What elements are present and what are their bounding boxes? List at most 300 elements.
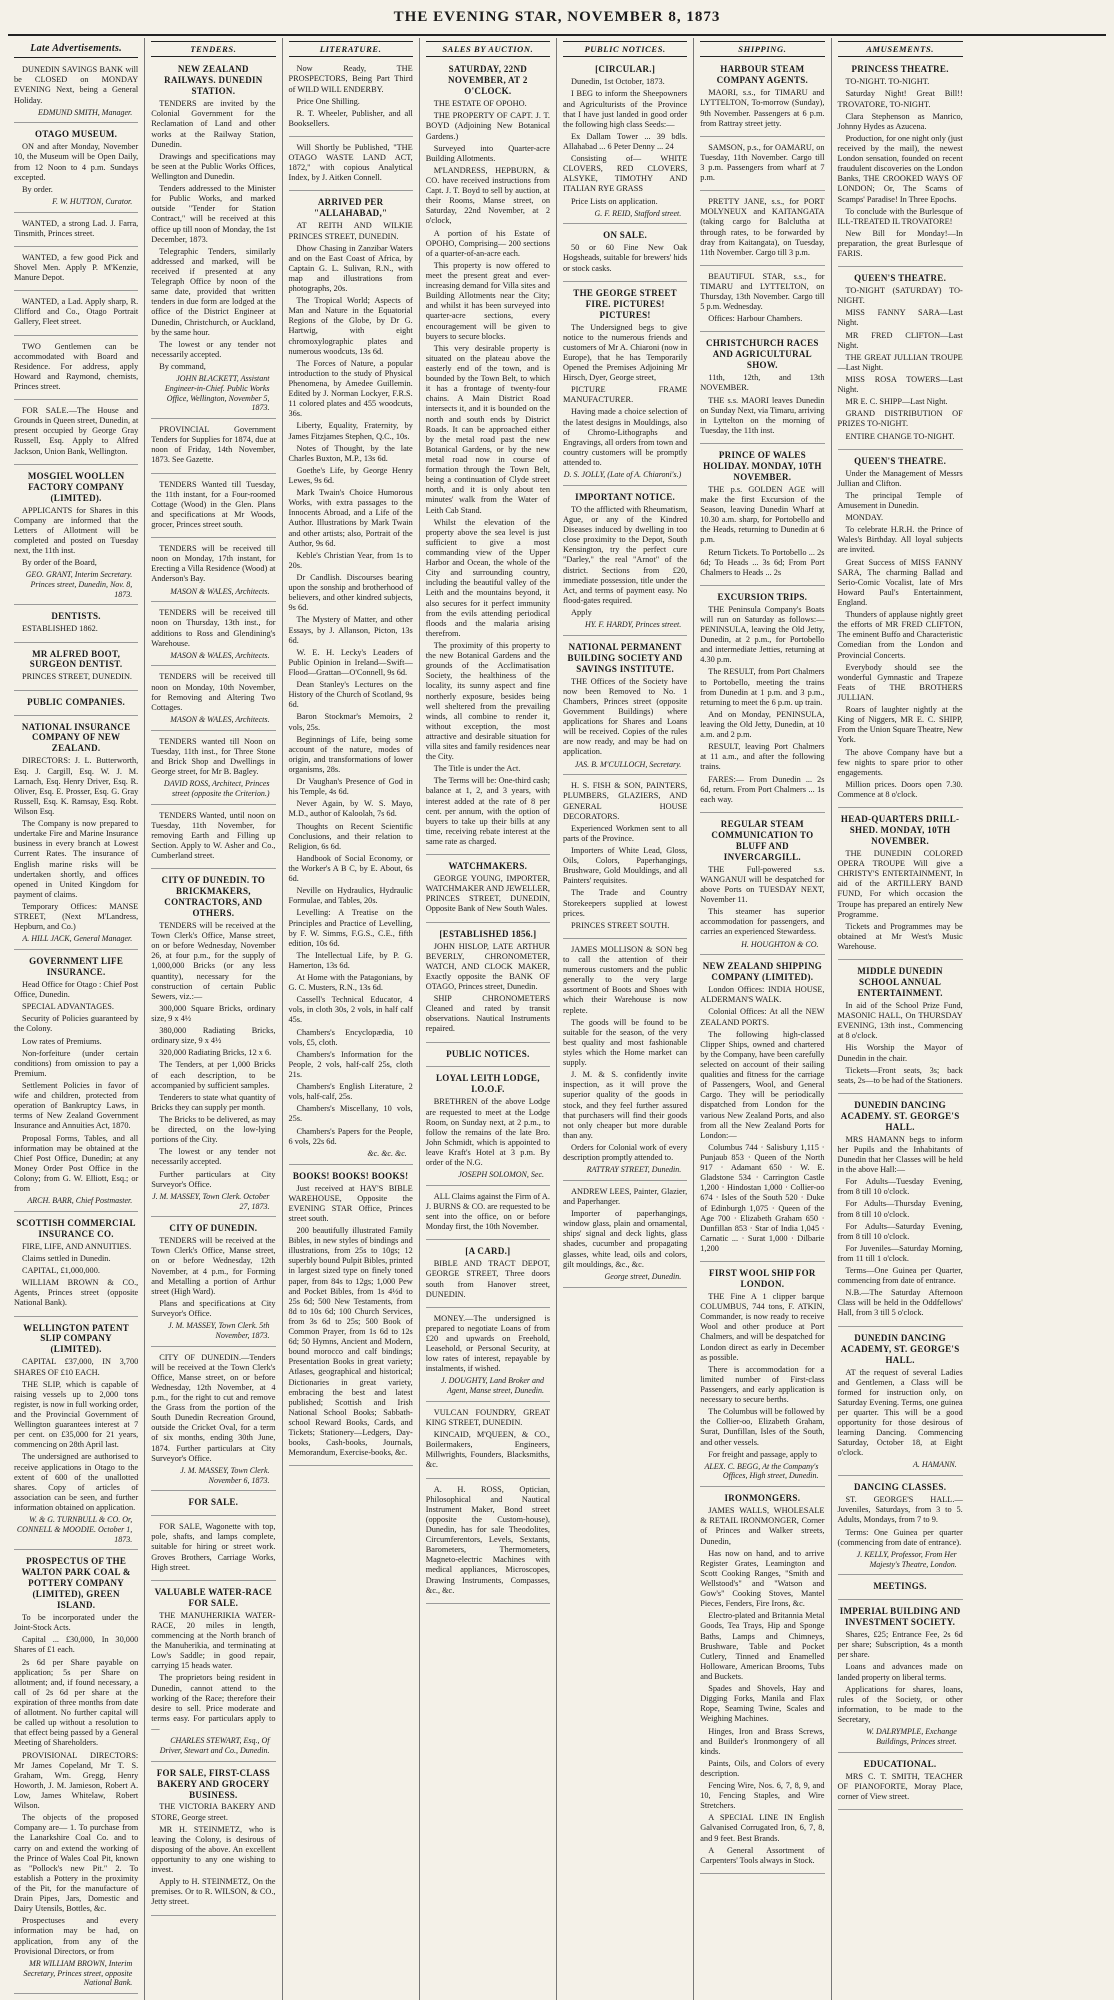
ad-paragraph: MR E. C. SHIPP—Last Night. — [845, 397, 948, 407]
advertisement — [14, 694, 138, 716]
ad-paragraph: DUNEDIN SAVINGS BANK will be CLOSED on MONDAY EVENING Next, being a General Holiday. — [14, 65, 139, 105]
advertisement — [14, 1215, 138, 1317]
advertisement — [151, 734, 275, 805]
ad-paragraph: A SPECIAL LINE IN English Galvanised Corrugated Iron, 6, 7, 8, and 9 feet. Best Brands. — [700, 1813, 825, 1843]
ad-body — [151, 672, 275, 712]
ad-paragraph: W. E. H. Lecky's Leaders of Public Opinion in Ireland—Swift—Flood—Grattan—O'Connell, 9s 6d. — [288, 647, 413, 677]
ad-body — [838, 469, 963, 800]
ad-paragraph: Under the Management of Messrs Jullian and Clifton. — [837, 468, 963, 488]
ad-signature: GEO. GRANT, Interim Secretary. Princes street, Dunedin, Nov. 8, 1873. — [25, 570, 133, 599]
advertisement — [563, 778, 687, 939]
ad-body — [838, 286, 963, 442]
ad-paragraph: Liberty, Equality, Fraternity, by James Fitzjames Stephen, Q.C., 10s. — [288, 421, 413, 441]
advertisement — [426, 1405, 550, 1479]
ad-paragraph: THE SLIP, which is capable of raising vessels up to 2,000 tons register, is now in full working order, and the Provincial Government of Wellington guarantees interest at 7 per cent. on £35,000 for 21 years, commencing on 28th April last. — [14, 1379, 139, 1450]
advertisement — [151, 477, 275, 539]
ad-paragraph: Proposal Forms, Tables, and all information may be obtained at the Chief Post Office, Dunedin; at any Money Order Post Office in the Colony; from G. W. Elliott, Esq.; or from — [14, 1133, 139, 1194]
ad-paragraph: FARES:— From Dunedin ... 2s 6d, return. From Port Chalmers ... 1s each way. — [700, 774, 825, 804]
ad-paragraph: Will Shortly be Published, "THE OTAGO WASTE LAND ACT, 1872," with copious Analytical Index, by J. Aitken Connell. — [288, 143, 413, 183]
advertisement — [151, 1765, 275, 1916]
ad-paragraph: GRAND DISTRIBUTION OF PRIZES TO-NIGHT. — [837, 409, 963, 429]
ad-paragraph: AT REITH AND WILKIE PRINCES STREET, DUNEDIN. — [288, 221, 413, 241]
ad-paragraph: TO-NIGHT. TO-NIGHT. — [845, 77, 930, 87]
ad-paragraph: ON and after Monday, November 10, the Museum will be Open Daily, from 12 Noon to 4 p.m. Sundays excepted. — [14, 142, 139, 182]
ad-body — [838, 1495, 963, 1548]
ad-paragraph: Now Ready, THE PROSPECTORS, Being Part Third of WILD WILL ENDERBY. — [288, 64, 413, 94]
advertisement — [426, 1311, 550, 1402]
ad-title: PRINCE OF WALES HOLIDAY. MONDAY, 10TH NOVEMBER. — [703, 449, 822, 482]
advertisement — [151, 669, 275, 730]
ad-paragraph: The Intellectual Life, by P. G. Hamerton, 13s 6d. — [288, 950, 413, 970]
ad-paragraph: Electro-plated and Britannia Metal Goods, Tea Trays, Hip and Sponge Baths, Lamps and Chimneys, Brushware, Table and Pocket Cutlery, Tinned and Enamelled Holloware, American Brooms, Tubs and Buckets. — [700, 1611, 825, 1681]
ad-title: ARRIVED PER "ALLAHABAD," — [313, 197, 388, 219]
ad-title: MEETINGS. — [873, 1581, 927, 1592]
ad-body — [700, 88, 824, 128]
ad-paragraph: By order of the Board, — [22, 558, 97, 568]
ad-title: FIRST WOOL SHIP FOR LONDON. — [709, 1268, 816, 1290]
advertisement — [838, 453, 963, 808]
ad-paragraph: Dr Candlish. Discourses bearing upon the sonship and brotherhood of believers, and other kindred subjects, 9s 6d. — [288, 573, 413, 613]
ad-signature: J. DOUGHTY, Land Broker and Agent, Manse street, Dunedin. — [441, 1376, 544, 1396]
ad-title: DUNEDIN DANCING ACADEMY, ST. GEORGE'S HALL. — [840, 1332, 960, 1365]
ad-signature: ALEX. C. BEGG, At the Company's Offices, High street, Dunedin. — [704, 1461, 819, 1481]
ad-paragraph: Loans and advances made on landed property on liberal terms. — [837, 1662, 963, 1682]
ad-paragraph: Apply to H. STEINMETZ, On the premises. Or to R. WILSON, & CO., Jetty street. — [151, 1877, 276, 1907]
ad-paragraph: For freight and passage, apply to — [708, 1449, 818, 1459]
ad-paragraph: To be incorporated under the Joint-Stock Acts. — [14, 1613, 139, 1633]
ad-paragraph: Dean Stanley's Lectures on the History of the Church of Scotland, 9s 6d. — [288, 680, 413, 710]
ad-paragraph: The lowest or any tender not necessarily accepted. — [151, 339, 276, 359]
ad-paragraph: R. T. Wheeler, Publisher, and all Booksellers. — [288, 108, 413, 128]
ad-paragraph: THE s.s. MAORI leaves Dunedin on Sunday Next, via Timaru, arriving in Lyttelton on the morning of Tuesday, the 11th inst. — [700, 395, 825, 435]
ad-body — [838, 77, 963, 259]
ad-paragraph: Terms—One Guinea per Quarter, commencing from date of entrance. — [837, 1266, 963, 1286]
ad-paragraph: To celebrate H.R.H. the Prince of Wales's Birthday. All loyal subjects are invited. — [837, 525, 963, 555]
ad-title: DUNEDIN DANCING ACADEMY. ST. GEORGE'S HALL. — [840, 1099, 960, 1132]
ad-paragraph: The proximity of this property to the new Botanical Gardens and the grounds of the Acclimatisation Society, the healthiness of the locality, its sunny aspect and fine northerly exposure, besides being well sheltered from the prevailing winds, all combine to render it, without exception, the most attractive and desirable situation for villa sites and family residences near the City. — [425, 640, 550, 762]
advertisement — [426, 1046, 550, 1068]
advertisement — [14, 608, 138, 642]
ad-body — [14, 624, 138, 634]
ad-paragraph: A General Assortment of Carpenters' Tools always in Stock. — [700, 1845, 825, 1865]
ad-body — [700, 197, 824, 258]
advertisement — [151, 1350, 275, 1492]
ad-body — [700, 373, 824, 436]
ad-title: QUEEN'S THEATRE. — [854, 273, 947, 284]
ad-signature: George street, Dunedin. — [604, 1271, 682, 1281]
advertisement — [700, 194, 824, 266]
column-3 — [283, 38, 420, 2000]
ad-paragraph: The Company is now prepared to undertake Fire and Marine Insurance business in every branch at Lowest Current Rates. The insurance of English marine risks will be undertaken shortly, and offices opened in United Kingdom for payment of claims. — [14, 819, 139, 899]
ad-paragraph: Apply — [571, 607, 592, 617]
ad-paragraph: The Tropical World; Aspects of Man and Nature in the Equatorial Regions of the Globe, by Dr G. Hartwig, with eight chromoxylographic plates and numerous woodcuts, 13s 6d. — [288, 296, 413, 356]
ad-paragraph: TENDERS will be received at the Town Clerk's Office, Manse street, on or before Wednesday, November 26, at four p.m., for the supply of 1,000,000 Bricks (or any less quantity), necessary for the construction of certain Public Sewers, viz.:— — [151, 921, 276, 1001]
masthead: THE EVENING STAR, NOVEMBER 8, 1873 — [8, 0, 1106, 36]
ad-body — [14, 1613, 138, 1957]
ad-body — [838, 1001, 963, 1086]
advertisement — [151, 1584, 275, 1762]
advertisement — [563, 942, 687, 1181]
ad-paragraph: M'LANDRESS, HEPBURN, & CO. have received instructions from Capt. J. T. Boyd to sell by auction, at their Rooms, Manse street, on Saturday, 22nd November, at 2 o'clock, — [425, 165, 550, 226]
ad-body — [151, 425, 275, 465]
column-heading: LITERATURE. — [289, 41, 413, 57]
ad-paragraph: ENTIRE CHANGE TO-NIGHT. — [845, 431, 955, 441]
ad-paragraph: THE Offices of the Society have now been Removed to No. 1 Chambers, Princes street (opposite Government Buildings) where applications for Shares and Loans will be received. Copies of the rules are now ready, and may be had on application. — [563, 676, 688, 757]
ad-title: MOSGIEL WOOLLEN FACTORY COMPANY (LIMITED). — [27, 470, 125, 503]
ad-signature: MASON & WALES, Architects. — [170, 586, 270, 596]
ad-paragraph: Clara Stephenson as Manrico, Johnny Hydes as Azucena. — [837, 111, 963, 131]
ad-paragraph: WANTED, a Lad. Apply sharp, R. Clifford and Co., Otago Portrait Gallery, Fleet street. — [14, 297, 139, 327]
column-heading: TENDERS. — [151, 41, 275, 57]
ad-paragraph: Chambers's Encyclopædia, 10 vols, £5, cloth. — [288, 1027, 413, 1047]
ad-paragraph: The Trade and Country Storekeepers supplied at lowest prices. — [563, 888, 688, 918]
column-4 — [420, 38, 557, 2000]
ad-body — [151, 99, 275, 372]
ad-paragraph: The Undersigned begs to give notice to the numerous friends and customers of Mr A. Chiaroni (now in Europe), that he has Temporarily Opened the Premises Adjoining Mr Hirsch, Dyer, George street, — [563, 322, 688, 383]
advertisement — [14, 403, 138, 465]
ad-body — [700, 143, 824, 183]
ad-paragraph: ST. GEORGE'S HALL.—Juveniles, Saturdays, from 3 to 5. Adults, Mondays, from 7 to 9. — [837, 1495, 963, 1525]
ad-paragraph: Claims settled in Dunedin. — [22, 1253, 111, 1263]
ad-paragraph: VULCAN FOUNDRY, GREAT KING STREET, DUNEDIN. — [425, 1407, 550, 1428]
ad-paragraph: TENDERS will be received till noon on Thursday, 13th inst., for additions to Ross and Glendining's Warehouse. — [151, 608, 276, 648]
ad-paragraph: Hinges, Iron and Brass Screws, and Builder's Ironmongery of all kinds. — [700, 1726, 825, 1756]
ad-paragraph: MONEY.—The undersigned is prepared to negotiate Loans of from £20 and upwards on Freehold, Leasehold, or Personal Security, at low rates of interest, repayable by instalments, if wished. — [425, 1313, 550, 1374]
ad-title: SATURDAY, 22ND NOVEMBER, AT 2 O'CLOCK. — [448, 64, 528, 97]
advertisement — [151, 61, 275, 419]
newspaper-columns — [8, 38, 1106, 1988]
ad-paragraph: Chambers's English Literature, 2 vols, half-calf, 25s. — [288, 1082, 413, 1102]
ad-paragraph: Saturday Night! Great Bill!! TROVATORE, TO-NIGHT. — [837, 89, 963, 109]
ad-paragraph: Importer of paperhangings, window glass, plain and ornamental, ships' signal and deck lights, glass shades, cucumber and propagating glasses, white lead, oils and colors, gilt mouldings, &c., &c. — [563, 1209, 688, 1269]
ad-body — [151, 1236, 275, 1319]
ad-paragraph: MISS FANNY SARA—Last Night. — [837, 308, 963, 328]
ad-body — [426, 874, 550, 914]
ad-paragraph: The lowest or any tender not necessarily accepted. — [151, 1147, 276, 1167]
ad-title: [A CARD.] — [465, 1246, 511, 1257]
ad-body — [700, 272, 824, 325]
ad-paragraph: Tickets and Programmes may be obtained at Mr West's Music Warehouse. — [837, 921, 963, 951]
ad-paragraph: Low rates of Premiums. — [22, 1036, 102, 1046]
ad-paragraph: Having made a choice selection of the latest designs in Mouldings, also of Chromo-Lithographs and Engravings, all orders from town and country customers will be promptly attended to. — [563, 407, 688, 468]
ad-paragraph: GEORGE YOUNG, IMPORTER, WATCHMAKER AND JEWELLER, PRINCES STREET, DUNEDIN, Opposite Bank of New South Wales. — [425, 874, 550, 914]
ad-paragraph: Experienced Workmen sent to all parts of the Province. — [563, 823, 688, 843]
ad-paragraph: ALL Claims against the Firm of A. J. BURNS & CO. are requested to be sent into the office, on or before Monday first, the 10th November. — [425, 1191, 550, 1232]
ad-body — [700, 485, 824, 578]
ad-title: OTAGO MUSEUM. — [35, 129, 118, 140]
ad-title: GOVERNMENT LIFE INSURANCE. — [29, 956, 124, 977]
ad-paragraph: THE Full-powered s.s. WANGANUI will be despatched for above Ports on TUESDAY NEXT, November 11. — [700, 864, 825, 905]
ad-paragraph: New Bill for Monday!—In preparation, the great Burlesque of FARIS. — [837, 228, 963, 259]
ad-paragraph: PRINCES STREET SOUTH. — [571, 920, 670, 930]
ad-paragraph: KINCAID, M'QUEEN, & CO., Boilermakers, Engineers, Millwrights, Founders, Blacksmiths, &c. — [425, 1430, 550, 1470]
ad-paragraph: His Worship the Mayor of Dunedin in the chair. — [837, 1043, 963, 1063]
ad-paragraph: BRETHREN of the above Lodge are requested to meet at the Lodge Room, on Sunday next, at 2 p.m., to follow the remains of the late Bro. John Schmidt, which is appointed to leave Kraft's Hotel at 3 p.m. By order of the N.G. — [425, 1097, 550, 1168]
ad-body — [426, 99, 550, 847]
ad-signature: G. F. REID, Stafford street. — [594, 208, 682, 218]
advertisement — [14, 953, 138, 1212]
ad-title: THE GEORGE STREET FIRE. PICTURES! PICTURES! — [573, 287, 677, 320]
ad-body — [14, 65, 138, 105]
ad-paragraph: Chambers's Miscellany, 10 vols, 25s. — [288, 1104, 413, 1124]
advertisement — [426, 1189, 550, 1240]
ad-title: NEW ZEALAND SHIPPING COMPANY (LIMITED). — [702, 961, 823, 983]
ad-paragraph: Applications for shares, loans, rules of the Society, or other information, to be made to the Secretary, — [837, 1684, 963, 1725]
advertisement — [426, 1243, 550, 1307]
ad-title: PROSPECTUS OF THE WALTON PARK COAL & POTTERY COMPANY (LIMITED), GREEN ISLAND. — [21, 1556, 131, 1611]
ad-paragraph: Temporary Offices: MANSE STREET, (Next M'Landress, Hepburn, and Co.) — [14, 901, 139, 932]
ad-title: IMPERIAL BUILDING AND INVESTMENT SOCIETY. — [839, 1606, 961, 1628]
ad-body — [289, 64, 413, 129]
advertisement — [838, 270, 963, 450]
ad-paragraph: Never Again, by W. S. Mayo, M.D., author of Kaloolah, 7s 6d. — [288, 799, 413, 819]
advertisement — [838, 1578, 963, 1600]
ad-paragraph: RESULT, leaving Port Chalmers at 11 a.m., and after the following trains. — [700, 742, 825, 772]
ad-title: SCOTTISH COMMERCIAL INSURANCE CO. — [16, 1217, 136, 1239]
ad-paragraph: Neville on Hydraulics, Hydraulic Formulae, and Tables, 20s. — [288, 886, 413, 906]
advertisement — [151, 1494, 275, 1516]
ad-paragraph: Settlement Policies in favor of wife and children, protected from operation of Bankruptcy Laws, in terms of New Zealand Government Insurance and Annuities Act, 1870. — [14, 1080, 139, 1131]
ad-paragraph: Offices: Harbour Chambers. — [708, 314, 803, 324]
ad-body — [426, 1097, 550, 1168]
ad-body — [151, 1522, 275, 1573]
ad-paragraph: Terms: One Guinea per quarter (commencing from date of entrance). — [837, 1527, 963, 1547]
ad-paragraph: Consisting of— WHITE CLOVERS, RED CLOVERS, ALSYKE, TIMOTHY AND ITALIAN RYE GRASS — [563, 154, 688, 194]
ad-paragraph: At Home with the Patagonians, by G. C. Musters, R.N., 13s 6d. — [288, 973, 413, 993]
ad-paragraph: 2s 6d per Share payable on application; 5s per Share on allotment; and, if found necessary, a call of 2s 6d per share at the expiration of three months from date of allotment. No further capital will be called up without a resolution to that effect being passed by a General Meeting of Shareholders. — [14, 1657, 139, 1748]
advertisement — [14, 216, 138, 247]
ad-paragraph: Plans and specifications at City Surveyor's Office. — [151, 1298, 276, 1318]
advertisement — [838, 1479, 963, 1575]
ad-paragraph: Price Lists on application. — [571, 196, 658, 206]
advertisement — [838, 1756, 963, 1810]
ad-body — [151, 737, 275, 777]
ad-paragraph: ANDREW LEES, Painter, Glazier, and Paperhanger. — [563, 1186, 688, 1207]
ad-paragraph: Surveyed into Quarter-acre Building Allotments. — [425, 143, 550, 163]
ad-signature: J. M. MASSEY, Town Clerk. 5th November, 1873. — [168, 1321, 270, 1340]
ad-paragraph: TENDERS Wanted, until noon on Tuesday, 11th November, for removing Earth and Filling up Section. Apply to W. Asher and Co., Cumberland street. — [151, 810, 276, 861]
advertisement — [426, 1070, 550, 1185]
ad-paragraph: JAMES MOLLISON & SON beg to call the attention of their numerous customers and the public generally to the very large assortment of Boots and Shoes with which their Warehouse is now replete. — [563, 944, 688, 1015]
advertisement — [700, 816, 824, 955]
advertisement — [700, 61, 824, 136]
ad-body — [14, 756, 138, 932]
ad-body — [289, 221, 413, 1146]
ad-body — [14, 980, 138, 1194]
advertisement — [14, 62, 138, 123]
ad-signature: H. HOUGHTON & CO. — [741, 939, 819, 949]
ad-title: NEW ZEALAND RAILWAYS. DUNEDIN STATION. — [164, 64, 263, 97]
ad-body — [700, 985, 824, 1254]
advertisement — [289, 1168, 413, 1467]
ad-paragraph: Whilst the elevation of the property above the sea level is just sufficient to give a most commanding view of the Upper Harbor and Ocean, the whole of the City and surrounding country, including the beautiful valley of the Leith and the mountains beyond, it also secures for it perfect immunity from the evils attending periodical floods and the malaria arising therefrom. — [425, 517, 550, 638]
ad-paragraph: Beginnings of Life, being some account of the nature, modes of origin, and transformations of lower organisms, 28s. — [288, 734, 413, 774]
advertisement — [14, 126, 138, 212]
ad-signature: F. W. HUTTON, Curator. — [52, 196, 133, 206]
ad-paragraph: Thunders of applause nightly greet the efforts of MR FRED CLIFTON, The eminent Buffo and Characteristic Comedian from the London and Provincial Concerts. — [837, 610, 963, 660]
ad-paragraph: TENDERS will be received till noon on Monday, 10th November, for Removing and Altering Two Cottages. — [151, 672, 276, 712]
ad-paragraph: For Adults—Thursday Evening, from 8 till 10 o'clock. — [837, 1199, 963, 1219]
ad-paragraph: TO-NIGHT (SATURDAY) TO-NIGHT. — [837, 286, 963, 306]
ad-paragraph: MRS HAMANN begs to inform her Pupils and the Inhabitants of Dunedin that her Classes will be held in the above Hall:— — [837, 1134, 963, 1175]
ad-title: HARBOUR STEAM COMPANY AGENTS. — [716, 64, 809, 86]
ad-paragraph: Price One Shilling. — [296, 96, 360, 106]
ad-body — [14, 1242, 138, 1309]
ad-body — [838, 1772, 963, 1802]
ad-title: MIDDLE DUNEDIN SCHOOL ANNUAL ENTERTAINMENT. — [857, 966, 943, 998]
ad-body — [151, 544, 275, 584]
ad-body — [14, 297, 138, 327]
ad-title: IRONMONGERS. — [724, 1493, 801, 1504]
advertisement — [838, 1330, 963, 1477]
ad-title: PUBLIC NOTICES. — [446, 1048, 530, 1059]
column-heading: SHIPPING. — [700, 41, 824, 57]
ad-body — [838, 1368, 963, 1459]
ad-body — [151, 811, 275, 862]
advertisement — [289, 61, 413, 137]
ad-body — [151, 480, 275, 531]
ad-paragraph: TENDERS Wanted till Tuesday, the 11th instant, for a Four-roomed Cottage (Wood) in the Glen. Plans and specifications at Mr Woods, grocer, Princes street south. — [151, 479, 276, 529]
ad-body — [14, 219, 138, 239]
ad-signature: W. & G. TURNBULL & CO. Or, CONNELL & MOODIE. October 1, 1873. — [16, 1515, 133, 1544]
ad-paragraph: BIBLE AND TRACT DEPOT, GEORGE STREET, Three doors south from Hanover street, DUNEDIN. — [425, 1259, 550, 1299]
ad-paragraph: MAORI, s.s., for TIMARU and LYTTELTON, To-morrow (Sunday), 9th November. Passengers at 6 p.m. from Rattray street jetty. — [700, 88, 825, 128]
ad-body — [563, 243, 687, 273]
ad-paragraph: For Adults—Saturday Evening, from 8 till 10 o'clock. — [837, 1221, 963, 1241]
advertisement — [838, 1603, 963, 1752]
column-5 — [557, 38, 694, 2000]
ad-body — [151, 921, 275, 1190]
ad-paragraph: THE p.s. GOLDEN AGE will make the first Excursion of the Season, leaving Dunedin Wharf at 10.30 a.m. sharp, for Portobello and the Heads, returning to Dunedin at 6 p.m. — [700, 484, 825, 545]
ad-title: CITY OF DUNEDIN. — [169, 1223, 258, 1234]
ad-signature: W. DALRYMPLE, Exchange Buildings, Princes street. — [866, 1727, 957, 1746]
ad-body — [563, 323, 687, 469]
advertisement — [563, 1184, 687, 1288]
ad-body — [14, 142, 138, 195]
ad-paragraph: This very desirable property is situated on the plateau above the easterly end of the town, and is bounded by the Town Belt, to which it has a frontage of twenty-four chains. A Main District Road intersects it, and it is bounded on the north and south ends by District Roads. It can be approached either by the metal road past the new Botanical Gardens, or by the new metal road now in course of formation through the Town Belt, being a continuation of Clyde street north, and it is only about ten minutes' walk from the Water of Leith Cab Stand. — [425, 343, 550, 515]
advertisement — [838, 963, 963, 1094]
advertisement — [151, 541, 275, 602]
ad-paragraph: Columbus 744 · Salisbury 1,115 · Punjaub 853 · Queen of the North 917 · Adamant 650 · W. E. Gladstone 534 · Carrington Castle 1,200 · Hindostan 1,000 · Collier-oo 674 · Isles of the South 520 · Duke of Edinburgh 1,075 · Queen of the Age 700 · Elizabeth Graham 650 · Dunfillan 853 · Star of India 1,045 · Carnatic ... · Surat 1,000 · Dilbarie 1,200 — [700, 1142, 825, 1253]
ad-title: WELLINGTON PATENT SLIP COMPANY (LIMITED). — [23, 1322, 130, 1355]
ad-paragraph: Prospectuses and every information may be had, on application, from any of the Provisional Directors, or from — [14, 1916, 139, 1956]
ad-paragraph: THE ESTATE OF OPOHO. — [433, 99, 527, 109]
ad-title: ON SALE. — [603, 230, 648, 241]
ad-paragraph: PROVINCIAL Government Tenders for Supplies for 1874, due at noon of Friday, 14th November, 1873. See Gazette. — [151, 425, 276, 465]
advertisement — [700, 958, 824, 1262]
advertisement — [563, 489, 687, 636]
ad-signature: A. HILL JACK, General Manager. — [22, 934, 133, 944]
advertisement — [838, 1097, 963, 1327]
ad-title: REGULAR STEAM COMMUNICATION TO BLUFF AND INVERCARGILL. — [711, 818, 814, 862]
ad-paragraph: WANTED, a strong Lad. J. Farra, Tinsmith, Princes street. — [14, 218, 139, 238]
ad-body — [151, 1802, 275, 1907]
ad-title: [CIRCULAR.] — [595, 64, 656, 75]
ad-body — [289, 1184, 413, 1459]
ad-title: MR ALFRED BOOT, SURGEON DENTIST. — [29, 648, 123, 670]
ad-paragraph: London Offices: INDIA HOUSE, ALDERMAN'S WALK. — [700, 985, 825, 1005]
advertisement — [14, 719, 138, 951]
ad-paragraph: PRETTY JANE, s.s., for PORT MOLYNEUX and KAITANGATA (taking cargo for Balclutha at through rates, to be forwarded by dray from Kaitangata), on Tuesday, 11th November. Cargo till 3 p.m. — [700, 197, 825, 257]
ad-paragraph: Dr Vaughan's Presence of God in his Temple, 4s 6d. — [288, 777, 413, 797]
ad-body — [14, 506, 138, 569]
ad-body — [426, 942, 550, 1035]
ad-signature: MASON & WALES, Architects. — [170, 650, 270, 660]
ad-paragraph: Thoughts on Recent Scientific Conclusions, and their relation to Religion, 6s 6d. — [288, 821, 413, 851]
ad-paragraph: AT the request of several Ladies and Gentlemen, a Class will be formed for instruction only, on Saturday Evening. Terms, one guinea per quarter. This will be a good opportunity for those desirous of learning Dancing. Commencing Saturday, October 18, at Eight o'clock. — [837, 1367, 963, 1458]
ad-paragraph: The Mystery of Matter, and other Essays, by J. Allanson, Picton, 13s 6d. — [288, 615, 413, 645]
ad-paragraph: Dunedin, 1st October, 1873. — [571, 77, 665, 87]
advertisement — [700, 1490, 824, 1874]
ad-paragraph: Tickets—Front seats, 3s; back seats, 2s—to be had of the Stationers. — [837, 1065, 963, 1085]
ad-signature: &c. &c. &c. — [367, 1148, 407, 1158]
ad-paragraph: Cassell's Technical Educator, 4 vols, in cloth 30s, 2 vols, in half calf 45s. — [288, 995, 413, 1025]
ad-body — [563, 77, 687, 206]
ad-paragraph: Chambers's Information for the People, 2 vols, half-calf 25s, cloth 21s. — [288, 1049, 413, 1080]
advertisement — [838, 61, 963, 267]
ad-paragraph: Notes of Thought, by the late Charles Buxton, M.P., 13s 6d. — [288, 443, 413, 463]
ad-paragraph: DIRECTORS: J. L. Butterworth, Esq. J. Cargill, Esq. W. J. M. Larnach, Esq. Henry Driver, Esq. R. Oliver, Esq. E. Prosser, Esq. G. Gray Russell, Esq. K. Ramsay, Esq. Robt. Wilson Esq. — [14, 756, 139, 816]
ad-paragraph: 11th, 12th, and 13th NOVEMBER. — [700, 373, 825, 393]
column-2 — [145, 38, 282, 2000]
ad-paragraph: WANTED, a few good Pick and Shovel Men. Apply P. M'Kenzie, Manure Depot. — [14, 252, 139, 283]
ad-paragraph: PROVISIONAL DIRECTORS: Mr James Copeland, Mr T. S. Graham, Wm. Gregg, Henry Howorth, J. M. Jamieson, Robert A. Low, James Whitelaw, Robert Wilson. — [14, 1750, 139, 1811]
ad-signature: J. KELLY, Professor, From Her Majesty's Theatre, London. — [856, 1549, 957, 1569]
ad-paragraph: Keble's Christian Year, from 1s to 20s. — [288, 550, 413, 570]
ad-body — [151, 1611, 275, 1734]
ad-paragraph: JAMES WALLS, WHOLESALE & RETAIL IRONMONGER, Corner of Princes and Walker streets, Dunedin, — [700, 1506, 825, 1546]
ad-paragraph: Head Office for Otago : Chief Post Office, Dunedin. — [14, 979, 139, 1000]
ad-paragraph: There is accommodation for a limited number of First-class Passengers, and early application is necessary to secure berths. — [700, 1364, 825, 1405]
ad-paragraph: 320,000 Radiating Bricks, 12 x 6. — [159, 1048, 272, 1058]
ad-title: EXCURSION TRIPS. — [717, 591, 808, 602]
ad-title: EDUCATIONAL. — [863, 1758, 937, 1769]
ad-paragraph: Return Tickets. To Portobello ... 2s 6d; To Heads ... 3s 6d; From Port Chalmers to Heads ... 2s — [700, 547, 825, 577]
ad-body — [838, 1630, 963, 1725]
ad-paragraph: The Title is under the Act. — [433, 764, 521, 774]
ad-paragraph: Has now on hand, and to arrive Register Grates, Leamington and Scott Cooking Ranges, "Smith and Wellstood's" and "Watson and Gow's" Cooking Stoves, Mantel Pieces, Fenders, Fire Irons, &c. — [700, 1548, 825, 1609]
ad-paragraph: BEAUTIFUL STAR, s.s., for TIMARU and LYTTELTON, on Thursday, 13th November. Cargo till 5 p.m. Wednesday. — [700, 271, 825, 312]
column-heading: PUBLIC NOTICES. — [563, 41, 687, 57]
ad-paragraph: Shares, £25; Entrance Fee, 2s 6d per share; Subscription, 4s a month per share. — [837, 1630, 963, 1660]
ad-body — [14, 406, 138, 457]
ad-paragraph: Fencing Wire, Nos. 6, 7, 8, 9, and 10, Fencing Staples, and Wire Stretchers. — [700, 1781, 825, 1811]
ad-title: NATIONAL PERMANENT BUILDING SOCIETY AND SAVINGS INSTITUTE. — [567, 641, 683, 674]
ad-paragraph: This property is now offered to meet the present great and ever-increasing demand for Villa sites and Building Allotments near the City; and whilst it has been surveyed into quarter-acre sections, every encouragement will be given to buyers to secure blocks. — [425, 260, 550, 341]
ad-signature: JOHN BLACKETT, Assistant Engineer-in-Chief. Public Works Office, Wellington, November 5, 1873. — [164, 374, 270, 413]
ad-paragraph: Production, for one night only (just received by the mail), the newest London sensation, founded on recent fraudulent discoveries on the London Banks, THE CROOKED WAYS OF LONDON; Or, The Scams of Scamps' Paradise! In Three Epochs. — [837, 133, 963, 204]
ad-paragraph: I BEG to inform the Sheepowners and Agriculturists of the Province that I have just landed in good order the following high class Seeds:— — [563, 89, 688, 129]
advertisement — [700, 589, 824, 813]
ad-paragraph: Goethe's Life, by George Henry Lewes, 9s 6d. — [288, 465, 413, 486]
ad-paragraph: A portion of his Estate of OPOHO, Comprising— 200 sections of a quarter-of-an-acre each. — [425, 228, 550, 258]
ad-paragraph: J. M. & S. confidently invite inspection, as it will prove the superior quality of the goods in stock, and they feel further assured that purchasers will find their goods not only cheaper but more durable than any. — [563, 1070, 688, 1140]
ad-paragraph: THE Fine A 1 clipper barque COLUMBUS, 744 tons, F. ATKIN, Commander, is now ready to receive Wool and other produce at Port Chalmers, and will be despatched for London direct as early in December as possible. — [700, 1291, 825, 1362]
ad-title: DANCING CLASSES. — [853, 1482, 947, 1493]
advertisement — [426, 1482, 550, 1604]
ad-paragraph: MONDAY. — [845, 513, 884, 523]
column-heading: AMUSEMENTS. — [838, 41, 963, 57]
ad-paragraph: Baron Stockmar's Memoirs, 2 vols, 25s. — [288, 712, 413, 732]
ad-paragraph: Everybody should see the wonderful Gymnastic and Trapeze Feats of THE BROTHERS JULLIAN. — [837, 662, 963, 702]
ad-paragraph: The Bricks to be delivered, as may be directed, on the low-lying portions of the City. — [151, 1114, 276, 1145]
ad-signature: RATTRAY STREET, Dunedin. — [586, 1165, 682, 1175]
ad-paragraph: JOHN HISLOP, LATE ARTHUR BEVERLY, CHRONOMETER, WATCH, AND CLOCK MAKER, Exactly opposite the BANK OF OTAGO, Princes street, Dunedin. — [425, 941, 550, 991]
advertisement — [151, 422, 275, 473]
ad-paragraph: PICTURE FRAME MANUFACTURER. — [563, 385, 688, 405]
ad-body — [426, 1314, 550, 1375]
ad-signature: A. HAMANN. — [912, 1460, 957, 1470]
